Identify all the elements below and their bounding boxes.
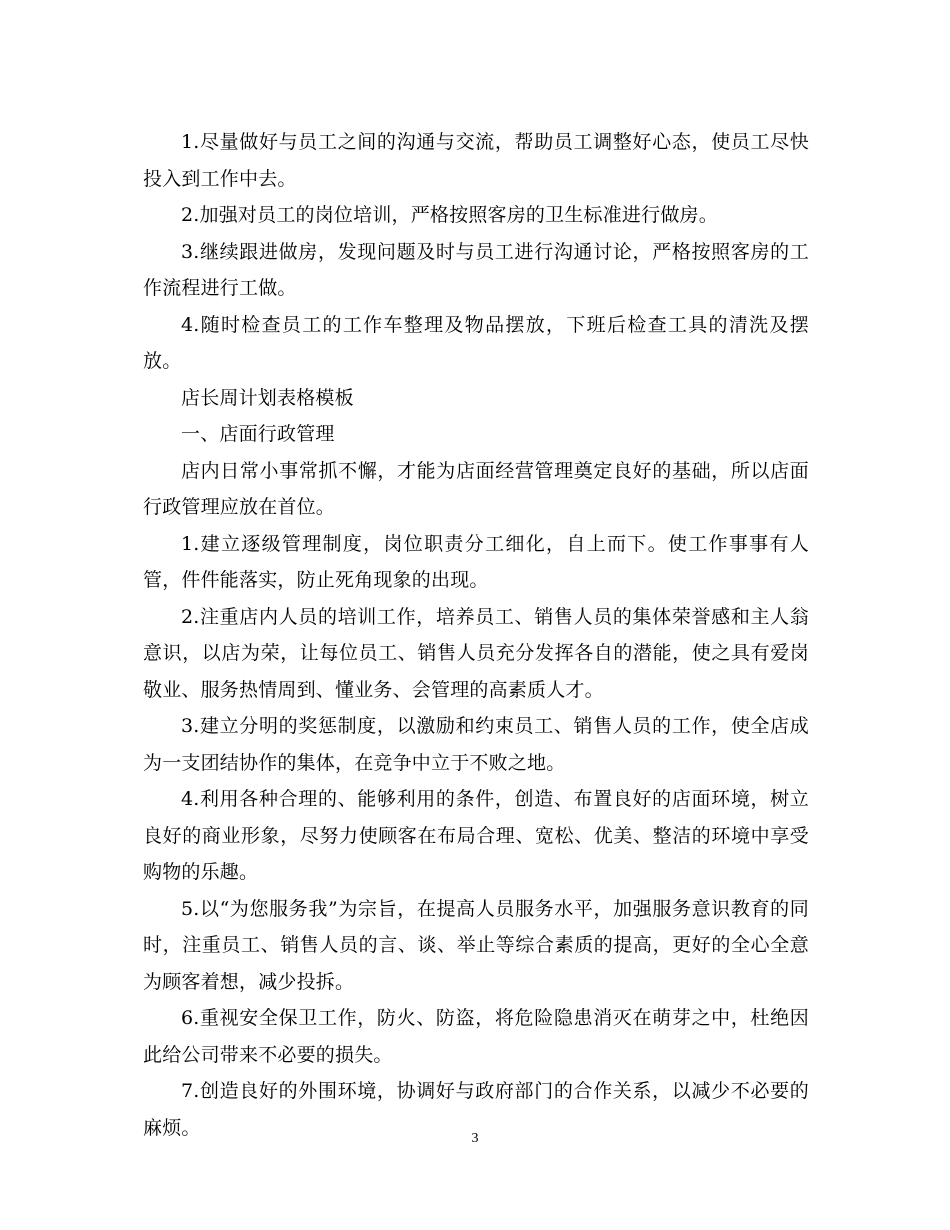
paragraph-1: 1.尽量做好与员工之间的沟通与交流，帮助员工调整好心态，使员工尽快投入到工作中去。 (143, 131, 809, 190)
document-body (143, 124, 809, 1146)
paragraph-item-6: 6.重视安全保卫工作，防火、防盗，将危险隐患消灭在萌芽之中，杜绝因此给公司带来不必要的损失。 (143, 1007, 809, 1066)
paragraph-item-2: 2.注重店内人员的培训工作，培养员工、销售人员的集体荣誉感和主人翁意识，以店为荣，让每位员工、销售人员充分发挥各自的潜能，使之具有爱岗敬业、服务热情周到、懂业务、会管理的高素质人才。 (143, 605, 809, 701)
paragraph-intro: 店内日常小事常抓不懈，才能为店面经营管理奠定良好的基础，所以店面行政管理应放在首位。 (143, 459, 809, 518)
paragraph-item-3: 3.建立分明的奖惩制度，以激励和约束员工、销售人员的工作，使全店成为一支团结协作的集体，在竞争中立于不败之地。 (143, 715, 809, 774)
paragraph-2: 2.加强对员工的岗位培训，严格按照客房的卫生标准进行做房。 (181, 204, 718, 226)
paragraph-3: 3.继续跟进做房，发现问题及时与员工进行沟通讨论，严格按照客房的工作流程进行工做。 (143, 240, 809, 299)
paragraph-item-5: 5.以“为您服务我”为宗旨，在提高人员服务水平，加强服务意识教育的同时，注重员工、销售人员的言、谈、举止等综合素质的提高，更好的全心全意为顾客着想，减少投拆。 (143, 897, 809, 993)
paragraph-item-4: 4.利用各种合理的、能够利用的条件，创造、布置良好的店面环境，树立良好的商业形象，尽努力使顾客在布局合理、宽松、优美、整洁的环境中享受购物的乐趣。 (143, 788, 809, 883)
section-heading: 一、店面行政管理 (181, 423, 335, 445)
section-title: 店长周计划表格模板 (181, 386, 354, 409)
paragraph-4: 4.随时检查员工的工作车整理及物品摆放，下班后检查工具的清洗及摆放。 (143, 313, 809, 372)
paragraph-item-7: 7.创造良好的外围环境，协调好与政府部门的合作关系，以减少不必要的麻烦。 (143, 1080, 809, 1139)
page-number: 3 (471, 1131, 479, 1146)
paragraph-item-1: 1.建立逐级管理制度，岗位职责分工细化，自上而下。使工作事事有人管，件件能落实，防止死角现象的出现。 (143, 532, 809, 591)
